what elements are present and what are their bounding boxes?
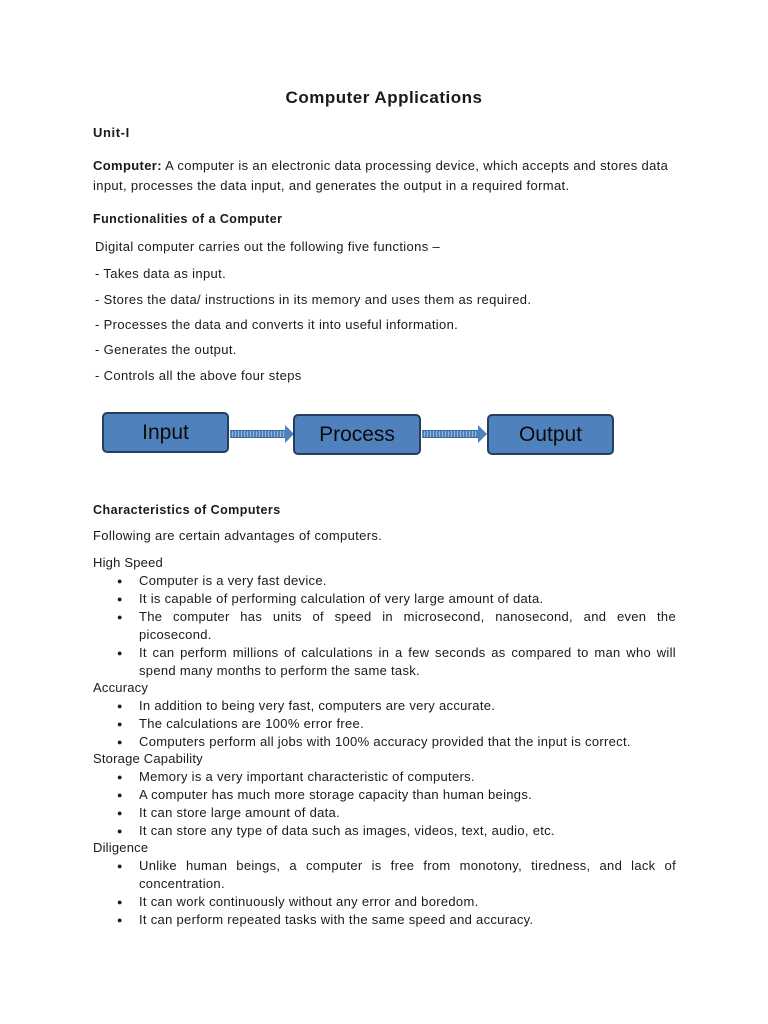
definition-text: A computer is an electronic data processing device, which accepts and stores data input, processes the data input, and generates the output in a required format. [93, 158, 669, 193]
arrow-process-to-output [422, 430, 479, 438]
output-box: Output [487, 414, 614, 455]
characteristics-intro: Following are certain advantages of computers. [93, 528, 383, 543]
function-item: - Processes the data and converts it into useful information. [95, 317, 459, 332]
section-storage-capability: Storage Capability [93, 751, 203, 766]
computer-definition [93, 156, 683, 196]
list-item: A computer has much more storage capacity than human beings. [139, 787, 533, 802]
bullet-icon: ● [117, 719, 123, 729]
list-item: It can perform repeated tasks with the same speed and accuracy. [139, 912, 534, 927]
list-item: In addition to being very fast, computers are very accurate. [139, 698, 496, 713]
page-title: Computer Applications [285, 88, 483, 107]
section-diligence: Diligence [93, 840, 149, 855]
bullet-icon: ● [117, 648, 123, 658]
bullet-icon: ● [117, 897, 123, 907]
function-item: - Takes data as input. [95, 266, 227, 281]
bullet-icon: ● [117, 826, 123, 836]
list-item: Unlike human beings, a computer is free from monotony, tiredness, and lack of concentration. [139, 858, 676, 891]
bullet-icon: ● [117, 612, 123, 622]
bullet-icon: ● [117, 808, 123, 818]
characteristics-heading: Characteristics of Computers [93, 503, 281, 517]
function-item: - Stores the data/ instructions in its memory and uses them as required. [95, 292, 532, 307]
section-high-speed: High Speed [93, 555, 163, 570]
list-item: It can work continuously without any error and boredom. [139, 894, 479, 909]
functionalities-intro: Digital computer carries out the following five functions – [95, 239, 441, 254]
bullet-icon: ● [117, 701, 123, 711]
input-box: Input [102, 412, 229, 453]
list-item: The calculations are 100% error free. [139, 716, 364, 731]
list-item: Computer is a very fast device. [139, 573, 327, 588]
list-item: Computers perform all jobs with 100% accuracy provided that the input is correct. [139, 734, 631, 749]
bullet-icon: ● [117, 594, 123, 604]
list-item: It can perform millions of calculations in a few seconds as compared to man who will spend many months to perform the same task. [139, 645, 676, 678]
process-box: Process [293, 414, 421, 455]
unit-heading: Unit-I [93, 125, 130, 140]
arrow-input-to-process [230, 430, 286, 438]
bullet-icon: ● [117, 790, 123, 800]
function-item: - Generates the output. [95, 342, 237, 357]
functionalities-heading: Functionalities of a Computer [93, 212, 283, 226]
definition-term: Computer: [93, 158, 162, 173]
list-item: Memory is a very important characteristic of computers. [139, 769, 475, 784]
section-accuracy: Accuracy [93, 680, 149, 695]
bullet-icon: ● [117, 737, 123, 747]
bullet-icon: ● [117, 915, 123, 925]
bullet-icon: ● [117, 772, 123, 782]
list-item: It can store any type of data such as images, videos, text, audio, etc. [139, 823, 555, 838]
bullet-icon: ● [117, 861, 123, 871]
bullet-icon: ● [117, 576, 123, 586]
function-item: - Controls all the above four steps [95, 368, 302, 383]
list-item: The computer has units of speed in microsecond, nanosecond, and even the picosecond. [139, 609, 676, 642]
list-item: It is capable of performing calculation of very large amount of data. [139, 591, 544, 606]
list-item: It can store large amount of data. [139, 805, 340, 820]
